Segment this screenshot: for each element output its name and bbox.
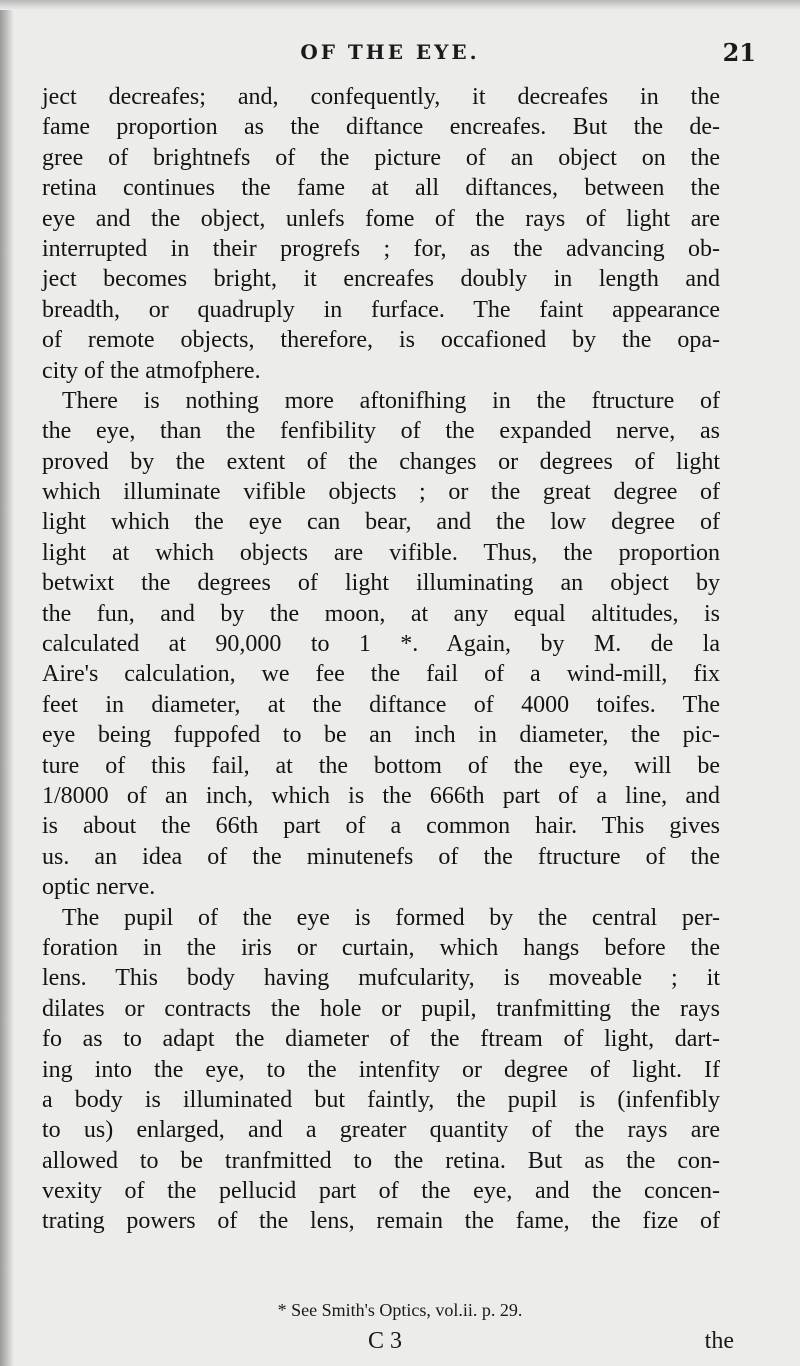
- text-line: ing into the eye, to the intenfity or degree of light. If: [42, 1056, 720, 1083]
- text-line: light which the eye can bear, and the low degree of: [42, 509, 720, 536]
- text-line: breadth, or quadruply in furface. The faint appearance: [42, 296, 720, 323]
- text-line: us. an idea of the minutenefs of the ftructure of the: [42, 843, 720, 870]
- text-line: city of the atmofphere.: [42, 357, 261, 384]
- paragraph: [42, 82, 720, 386]
- text-line: interrupted in their progrefs ; for, as the advancing ob-: [42, 235, 720, 262]
- text-line: ject becomes bright, it encreafes doubly in length and: [42, 266, 720, 293]
- text-line: gree of brightnefs of the picture of an object on the: [42, 144, 720, 171]
- text-line: There is nothing more aftonifhing in the ftructure of: [62, 387, 720, 414]
- page-number: 21: [722, 38, 756, 67]
- paragraph: [42, 386, 720, 903]
- text-line: fo as to adapt the diameter of the ftream of light, dart-: [42, 1026, 720, 1053]
- text-line: foration in the iris or curtain, which hangs before the: [42, 934, 720, 961]
- text-line: allowed to be tranfmitted to the retina. But as the con-: [42, 1147, 720, 1174]
- text-line: dilates or contracts the hole or pupil, tranfmitting the rays: [42, 995, 720, 1022]
- text-line: retina continues the fame at all diftances, between the: [42, 175, 720, 202]
- text-line: ture of this fail, at the bottom of the eye, will be: [42, 752, 720, 779]
- text-line: which illuminate vifible objects ; or the great degree of: [42, 479, 720, 506]
- text-line: 1/8000 of an inch, which is the 666th part of a line, and: [42, 782, 720, 809]
- text-line: feet in diameter, at the diftance of 4000 toifes. The: [42, 691, 720, 718]
- signature-mark: C 3: [368, 1328, 403, 1354]
- text-line: the fun, and by the moon, at any equal altitudes, is: [42, 600, 720, 627]
- text-line: ject decreafes; and, confequently, it decreafes in the: [42, 84, 720, 110]
- running-title: OF THE EYE.: [300, 40, 480, 64]
- text-line: the eye, than the fenfibility of the expanded nerve, as: [42, 418, 720, 445]
- text-line: is about the 66th part of a common hair. This gives: [42, 813, 720, 840]
- text-line: eye being fuppofed to be an inch in diameter, the pic-: [42, 722, 720, 749]
- text-line: betwixt the degrees of light illuminating an object by: [42, 570, 720, 597]
- catchword: the: [704, 1328, 734, 1354]
- text-line: The pupil of the eye is formed by the central per-: [62, 904, 720, 931]
- text-line: to us) enlarged, and a greater quantity of the rays are: [42, 1117, 720, 1144]
- text-line: fame proportion as the diftance encreafes. But the de-: [42, 114, 720, 141]
- text-line: proved by the extent of the changes or degrees of light: [42, 448, 720, 475]
- text-line: trating powers of the lens, remain the fame, the fize of: [42, 1208, 720, 1235]
- running-head: [40, 38, 756, 70]
- paragraph: [42, 903, 720, 1237]
- text-line: Aire's calculation, we fee the fail of a wind-mill, fix: [42, 661, 720, 688]
- text-line: vexity of the pellucid part of the eye, and the concen-: [42, 1178, 720, 1205]
- text-line: of remote objects, therefore, is occafioned by the opa-: [42, 327, 720, 354]
- text-line: eye and the object, unlefs fome of the rays of light are: [42, 205, 720, 232]
- footnote: * See Smith's Optics, vol.ii. p. 29.: [277, 1300, 523, 1320]
- text-line: a body is illuminated but faintly, the pupil is (infenfibly: [42, 1086, 720, 1113]
- body-text: [42, 82, 720, 1237]
- text-line: calculated at 90,000 to 1 *. Again, by M. de la: [42, 631, 720, 658]
- text-line: optic nerve.: [42, 874, 156, 901]
- text-line: light at which objects are vifible. Thus, the proportion: [42, 539, 720, 566]
- text-line: lens. This body having mufcularity, is moveable ; it: [42, 965, 720, 992]
